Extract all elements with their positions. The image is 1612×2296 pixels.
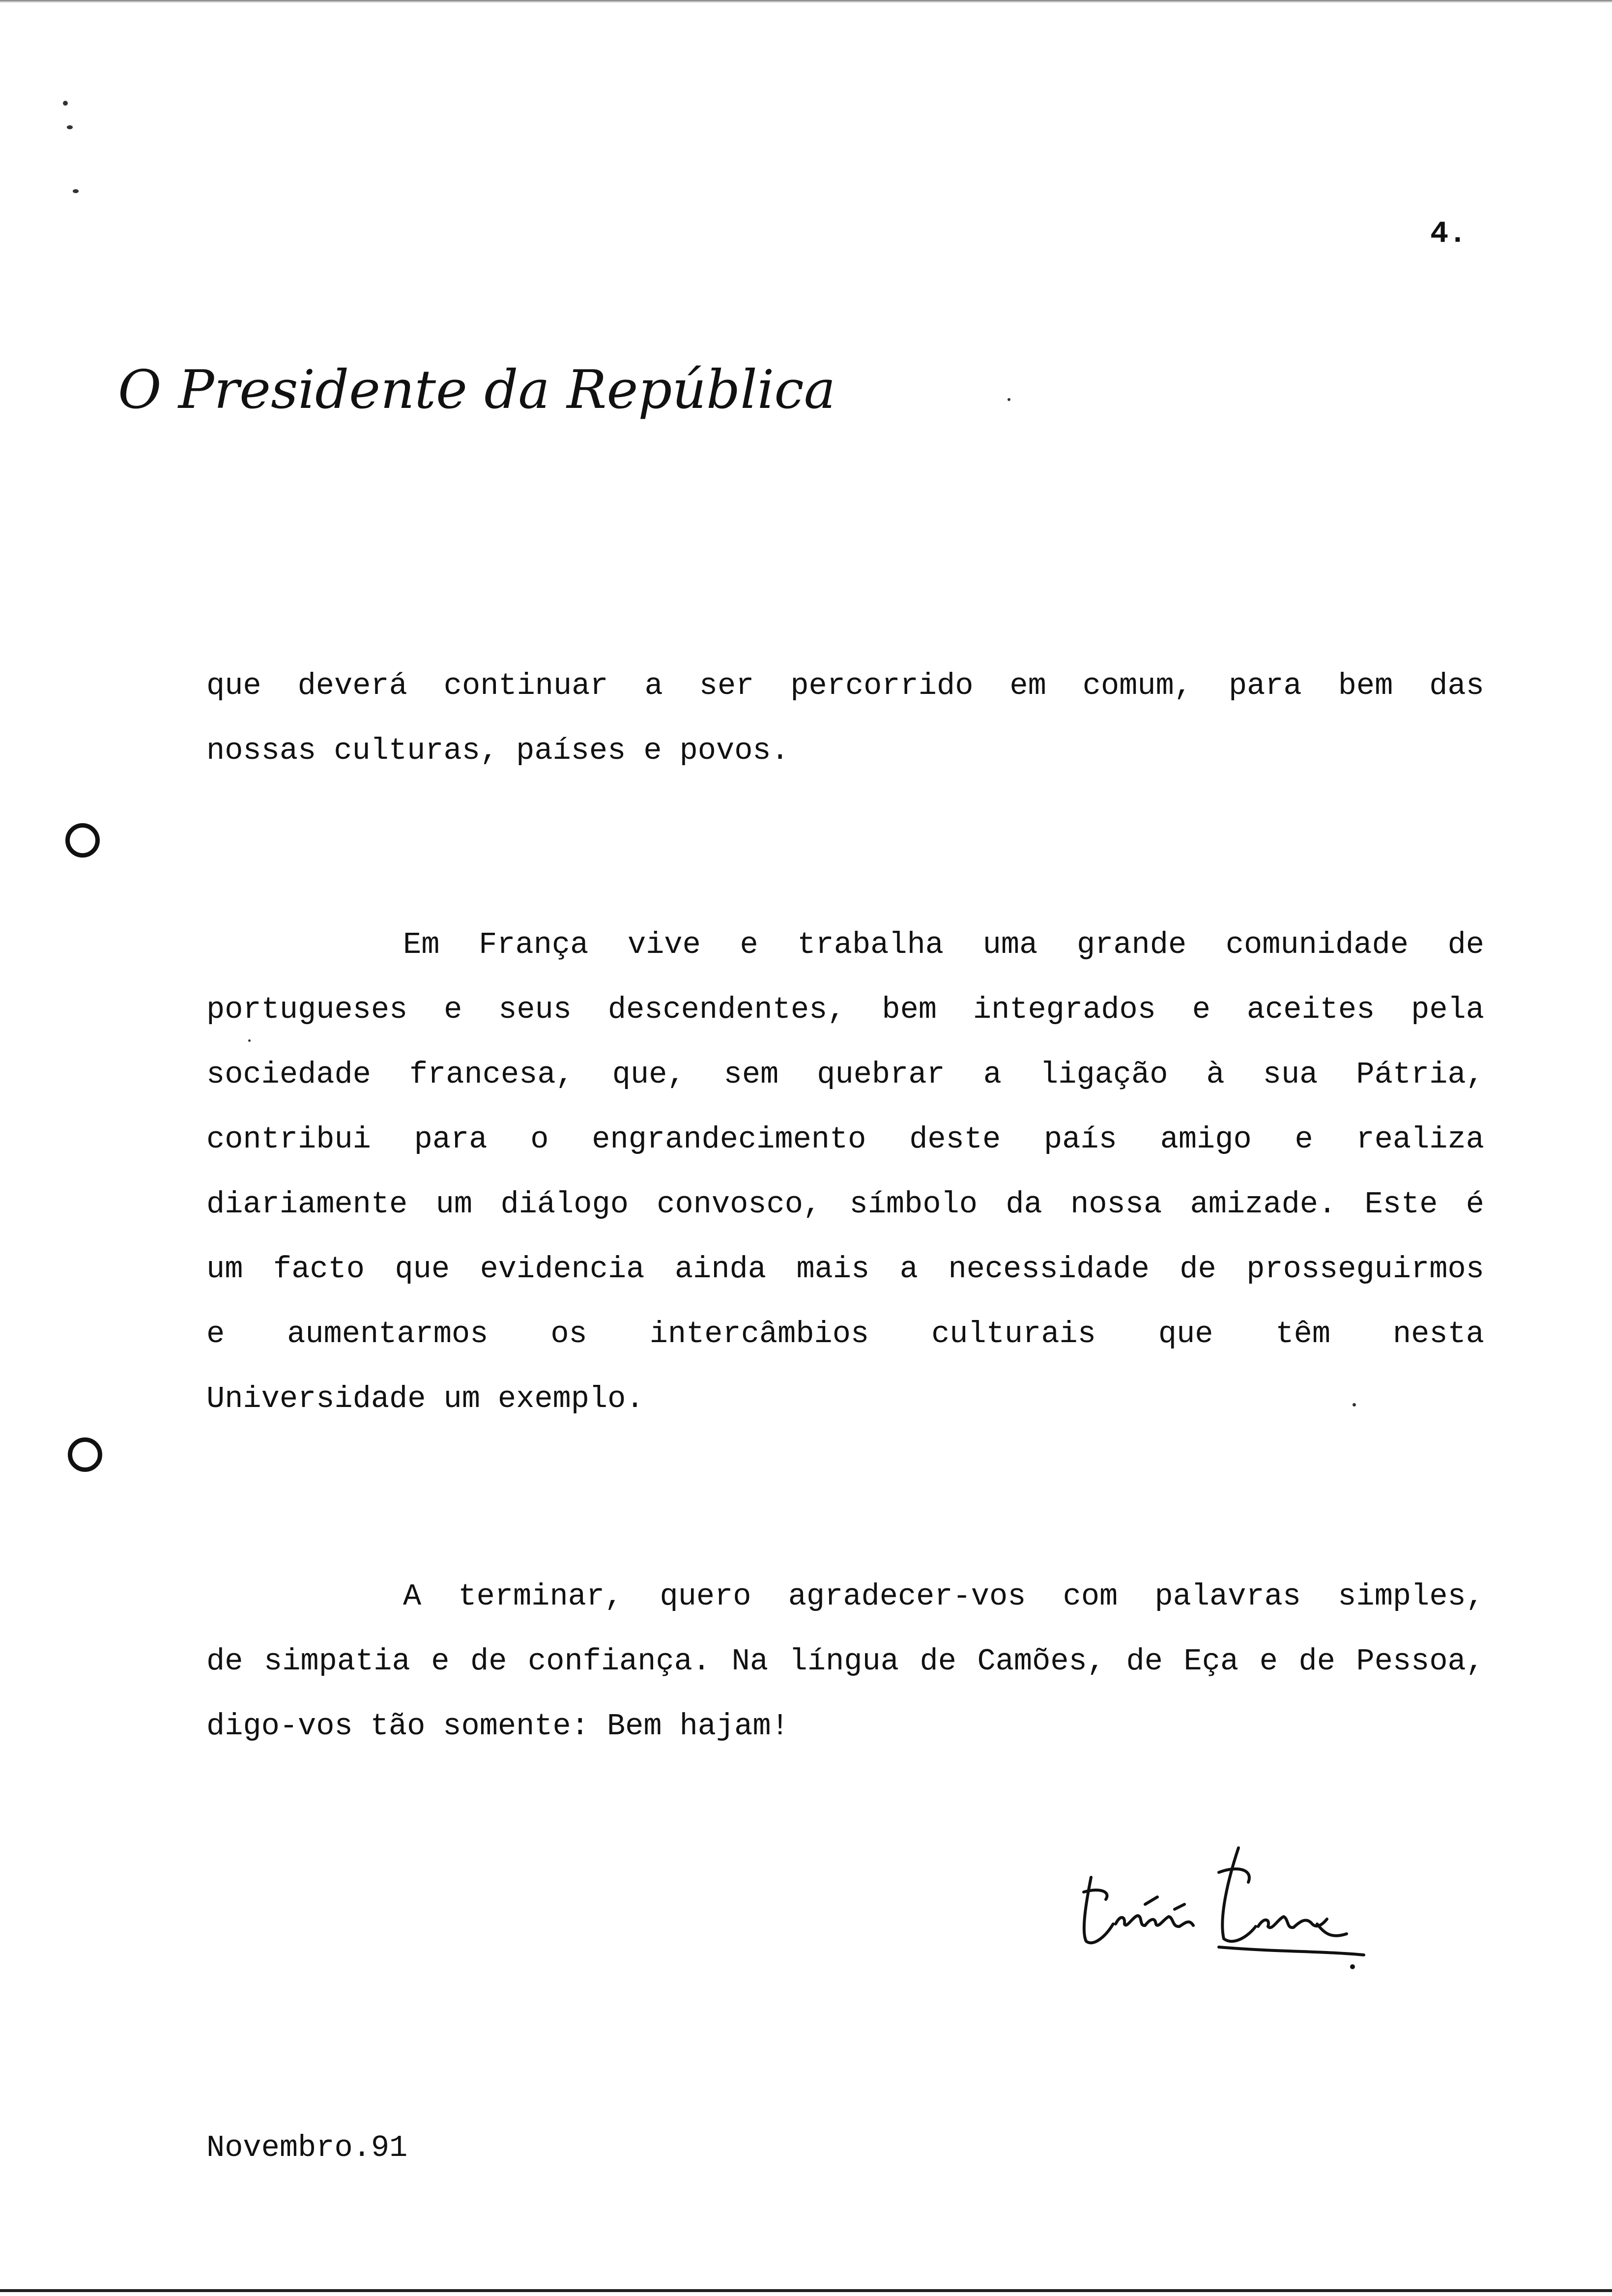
word: intercâmbios — [649, 1317, 869, 1351]
word: culturas, — [334, 733, 499, 768]
word: aumentarmos — [287, 1317, 489, 1351]
text-line — [206, 1302, 1484, 1367]
word: amizade. — [1190, 1187, 1337, 1222]
word: culturais — [931, 1317, 1096, 1351]
word: país — [1044, 1122, 1117, 1157]
word: Universidade — [206, 1381, 426, 1416]
word: Eça — [1183, 1644, 1239, 1679]
scan-edge-top — [0, 0, 1612, 3]
word: Camões, — [977, 1644, 1105, 1679]
word: e — [431, 1644, 450, 1679]
word: hajam! — [679, 1709, 789, 1744]
word: e — [1259, 1644, 1278, 1679]
word: simples, — [1338, 1579, 1484, 1614]
word: portugueses — [206, 992, 408, 1027]
word: a — [899, 1252, 919, 1287]
word: integrados — [973, 992, 1156, 1027]
word: tão — [370, 1709, 426, 1744]
word: de — [1126, 1644, 1163, 1679]
word: para — [414, 1122, 488, 1157]
word: e — [1192, 992, 1210, 1027]
word: Pessoa, — [1356, 1644, 1484, 1679]
word: um — [206, 1252, 243, 1287]
text-line — [206, 1042, 1484, 1107]
word: da — [1006, 1187, 1042, 1222]
word: Este — [1364, 1187, 1438, 1222]
word: bem — [1338, 668, 1393, 703]
word: digo-vos — [206, 1709, 353, 1744]
word: exemplo. — [497, 1381, 644, 1416]
word: engrandecimento — [592, 1122, 866, 1157]
word: seus — [498, 992, 572, 1027]
word: continuar — [443, 668, 608, 703]
word: sua — [1263, 1057, 1318, 1092]
paragraph-2 — [206, 913, 1484, 1432]
word: deste — [909, 1122, 1001, 1157]
word: e — [1295, 1122, 1313, 1157]
scan-speck — [73, 189, 79, 193]
word: a — [983, 1057, 1002, 1092]
word: um — [435, 1187, 473, 1222]
scan-speck — [1353, 1403, 1356, 1406]
word: necessidade — [948, 1252, 1150, 1287]
word: têm — [1275, 1317, 1331, 1351]
word: de — [1298, 1644, 1335, 1679]
word: e — [740, 927, 758, 962]
word: quebrar — [817, 1057, 945, 1092]
word: diálogo — [500, 1187, 629, 1222]
word: sociedade — [206, 1057, 371, 1092]
word: agradecer-vos — [788, 1579, 1026, 1614]
text-line — [206, 1629, 1484, 1694]
word: nesta — [1392, 1317, 1484, 1351]
word: comunidade — [1225, 927, 1409, 962]
word: de — [1447, 927, 1484, 962]
word: A — [403, 1579, 422, 1614]
word: à — [1206, 1057, 1225, 1092]
word: sem — [723, 1057, 779, 1092]
word: os — [550, 1317, 587, 1351]
scan-speck — [67, 125, 73, 129]
paragraph-3 — [206, 1564, 1484, 1759]
text-line — [206, 1367, 1484, 1432]
text-line — [206, 718, 1484, 783]
word: de — [470, 1644, 507, 1679]
word: simpatia — [264, 1644, 410, 1679]
word: de — [1180, 1252, 1216, 1287]
word: amigo — [1160, 1122, 1252, 1157]
word: Em — [403, 927, 440, 962]
letterhead-script — [113, 354, 836, 432]
word: um — [443, 1381, 480, 1416]
word: povos. — [679, 733, 789, 768]
word: que — [1158, 1317, 1213, 1351]
page-number: 4. — [1430, 216, 1467, 251]
word: evidencia — [480, 1252, 645, 1287]
word: países — [516, 733, 626, 768]
word: francesa, — [409, 1057, 574, 1092]
word: somente: — [443, 1709, 589, 1744]
punch-hole-top — [65, 823, 100, 858]
text-line — [206, 1564, 1484, 1629]
scan-speck — [248, 1039, 251, 1042]
word: ser — [699, 668, 754, 703]
footer-date: Novembro.91 — [206, 2130, 408, 2165]
word: e — [643, 733, 662, 768]
word: percorrido — [790, 668, 974, 703]
word: ainda — [674, 1252, 766, 1287]
word: quero — [660, 1579, 751, 1614]
text-line — [206, 1237, 1484, 1302]
punch-hole-bottom — [68, 1437, 102, 1472]
word: que, — [612, 1057, 686, 1092]
word: Pátria, — [1356, 1057, 1484, 1092]
word: em — [1009, 668, 1046, 703]
scan-speck — [1008, 398, 1010, 401]
paragraph-1 — [206, 654, 1484, 783]
word: pela — [1411, 992, 1484, 1027]
word: bem — [882, 992, 937, 1027]
text-line — [206, 1694, 1484, 1759]
word: com — [1063, 1579, 1118, 1614]
word: língua — [789, 1644, 899, 1679]
word: facto — [273, 1252, 365, 1287]
word: deverá — [297, 668, 407, 703]
word: das — [1429, 668, 1484, 703]
word: e — [444, 992, 462, 1027]
word: confiança. — [528, 1644, 711, 1679]
word: trabalha — [797, 927, 944, 962]
signature — [1071, 1818, 1376, 1966]
word: símbolo — [849, 1187, 978, 1222]
word: de — [206, 1644, 243, 1679]
word: grande — [1076, 927, 1187, 962]
word: uma — [982, 927, 1038, 962]
word: vive — [627, 927, 701, 962]
scan-edge-bottom — [0, 2289, 1612, 2292]
word: Bem — [606, 1709, 662, 1744]
word: é — [1466, 1187, 1484, 1222]
word: o — [530, 1122, 549, 1157]
text-line — [206, 1107, 1484, 1172]
word: e — [206, 1317, 225, 1351]
text-line — [206, 1172, 1484, 1237]
word: de — [920, 1644, 956, 1679]
word: comum, — [1082, 668, 1192, 703]
word: para — [1228, 668, 1302, 703]
text-line — [206, 654, 1484, 718]
letterhead — [113, 354, 836, 432]
word: ligação — [1040, 1057, 1168, 1092]
word: aceites — [1246, 992, 1375, 1027]
word: prosseguirmos — [1246, 1252, 1484, 1287]
text-line — [206, 977, 1484, 1042]
word: nossa — [1070, 1187, 1162, 1222]
signature-mark — [1071, 1818, 1376, 1966]
word: França — [479, 927, 589, 962]
word: diariamente — [206, 1187, 408, 1222]
word: que — [206, 668, 261, 703]
scan-speck — [63, 101, 68, 106]
word: que — [395, 1252, 450, 1287]
letterhead-text: O Presidente da República — [118, 359, 836, 421]
word: nossas — [206, 733, 317, 768]
word: contribui — [206, 1122, 371, 1157]
word: terminar, — [458, 1579, 623, 1614]
word: Na — [731, 1644, 769, 1679]
word: mais — [796, 1252, 870, 1287]
text-line — [206, 913, 1484, 977]
word: descendentes, — [607, 992, 846, 1027]
word: palavras — [1154, 1579, 1301, 1614]
word: realiza — [1356, 1122, 1484, 1157]
word: convosco, — [657, 1187, 822, 1222]
word: a — [644, 668, 663, 703]
